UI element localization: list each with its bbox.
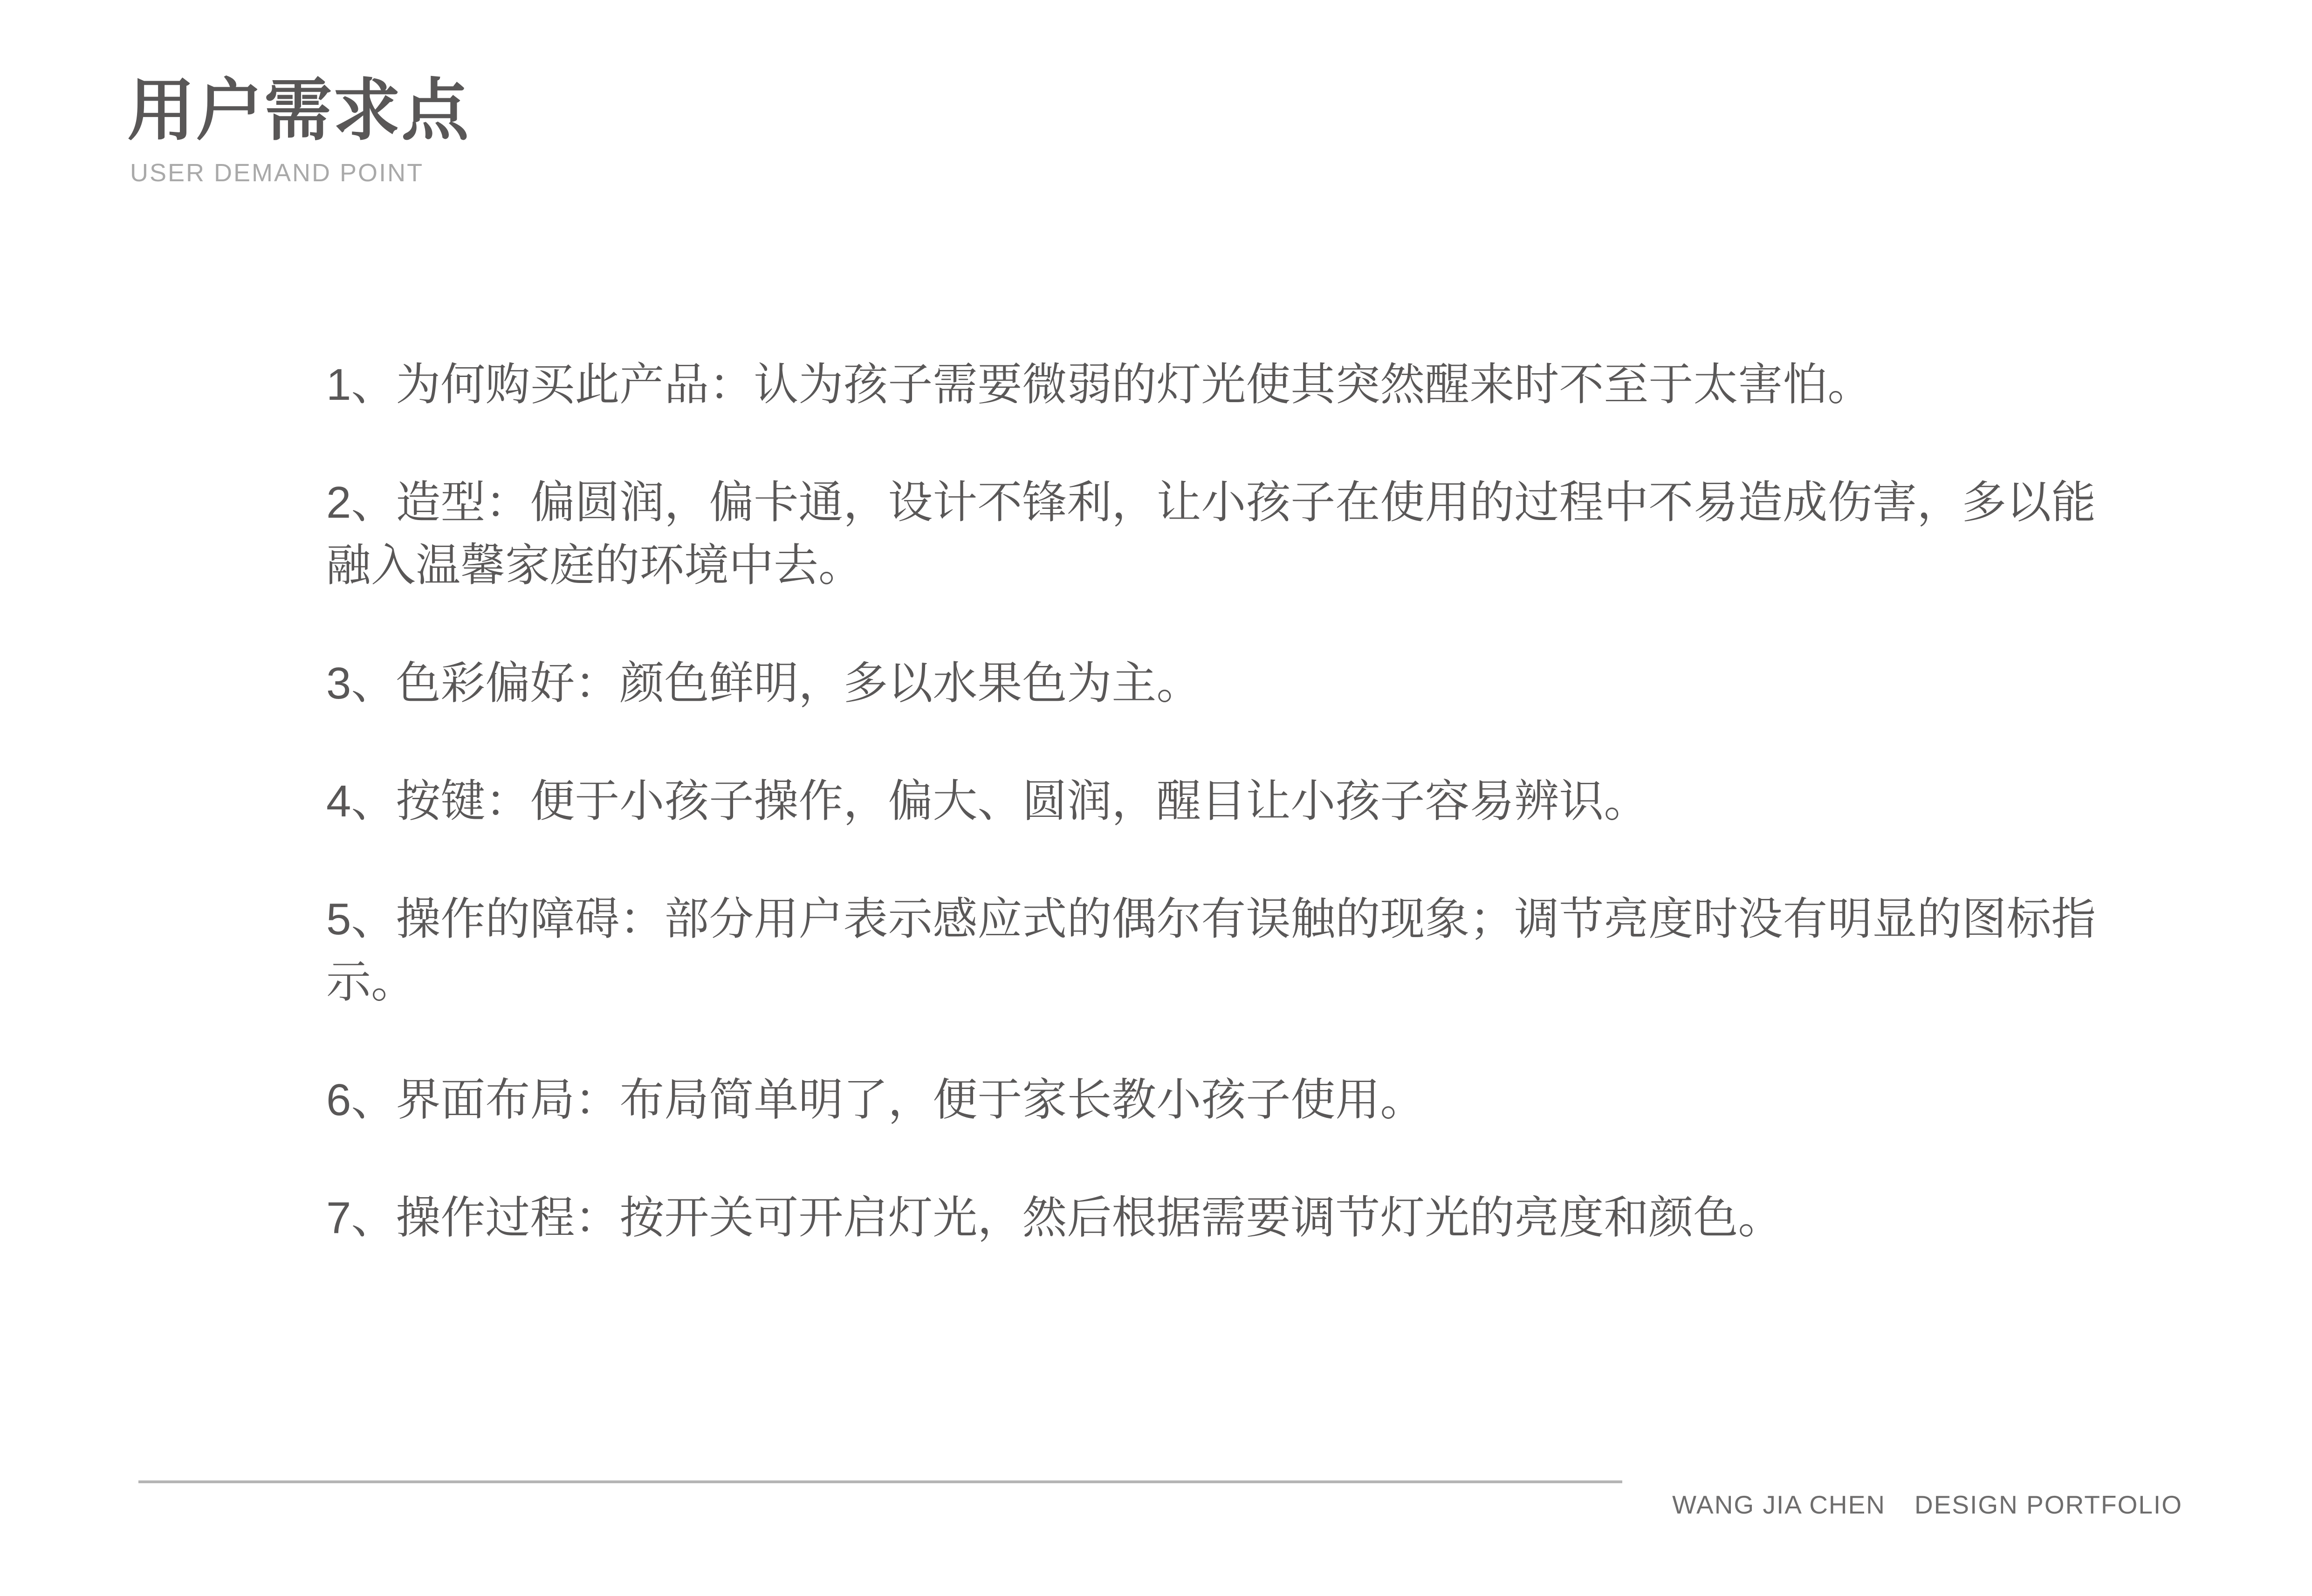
- footer-portfolio-label: DESIGN PORTFOLIO: [1914, 1490, 2182, 1519]
- requirement-item-7: 7、操作过程：按开关可开启灯光，然后根据需要调节灯光的亮度和颜色。: [326, 1193, 1783, 1243]
- page-title: 用户需求点: [127, 73, 470, 148]
- requirement-item-2: 2、造型：偏圆润，偏卡通，设计不锋利，让小孩子在使用的过程中不易造成伤害，多以能融入温馨家庭的环境中去。: [326, 478, 2096, 590]
- page-subtitle: USER DEMAND POINT: [130, 159, 424, 187]
- requirements-list: [326, 353, 2106, 1304]
- requirement-item-3: 3、色彩偏好：颜色鲜明，多以水果色为主。: [326, 658, 1201, 708]
- title-block: [127, 70, 470, 187]
- requirement-item-6: 6、界面布局：布局简单明了，便于家长教小孩子使用。: [326, 1075, 1425, 1125]
- requirement-item-4: 4、按键：便于小孩子操作，偏大、圆润，醒目让小孩子容易辨识。: [326, 776, 1649, 826]
- footer: [1672, 1489, 2182, 1520]
- requirement-item-1: 1、为何购买此产品：认为孩子需要微弱的灯光使其突然醒来时不至于太害怕。: [326, 360, 1873, 410]
- footer-divider-line: [138, 1480, 1622, 1483]
- footer-author: WANG JIA CHEN: [1672, 1490, 1886, 1519]
- requirement-item-5: 5、操作的障碍：部分用户表示感应式的偶尔有误触的现象；调节亮度时没有明显的图标指示。: [326, 894, 2096, 1007]
